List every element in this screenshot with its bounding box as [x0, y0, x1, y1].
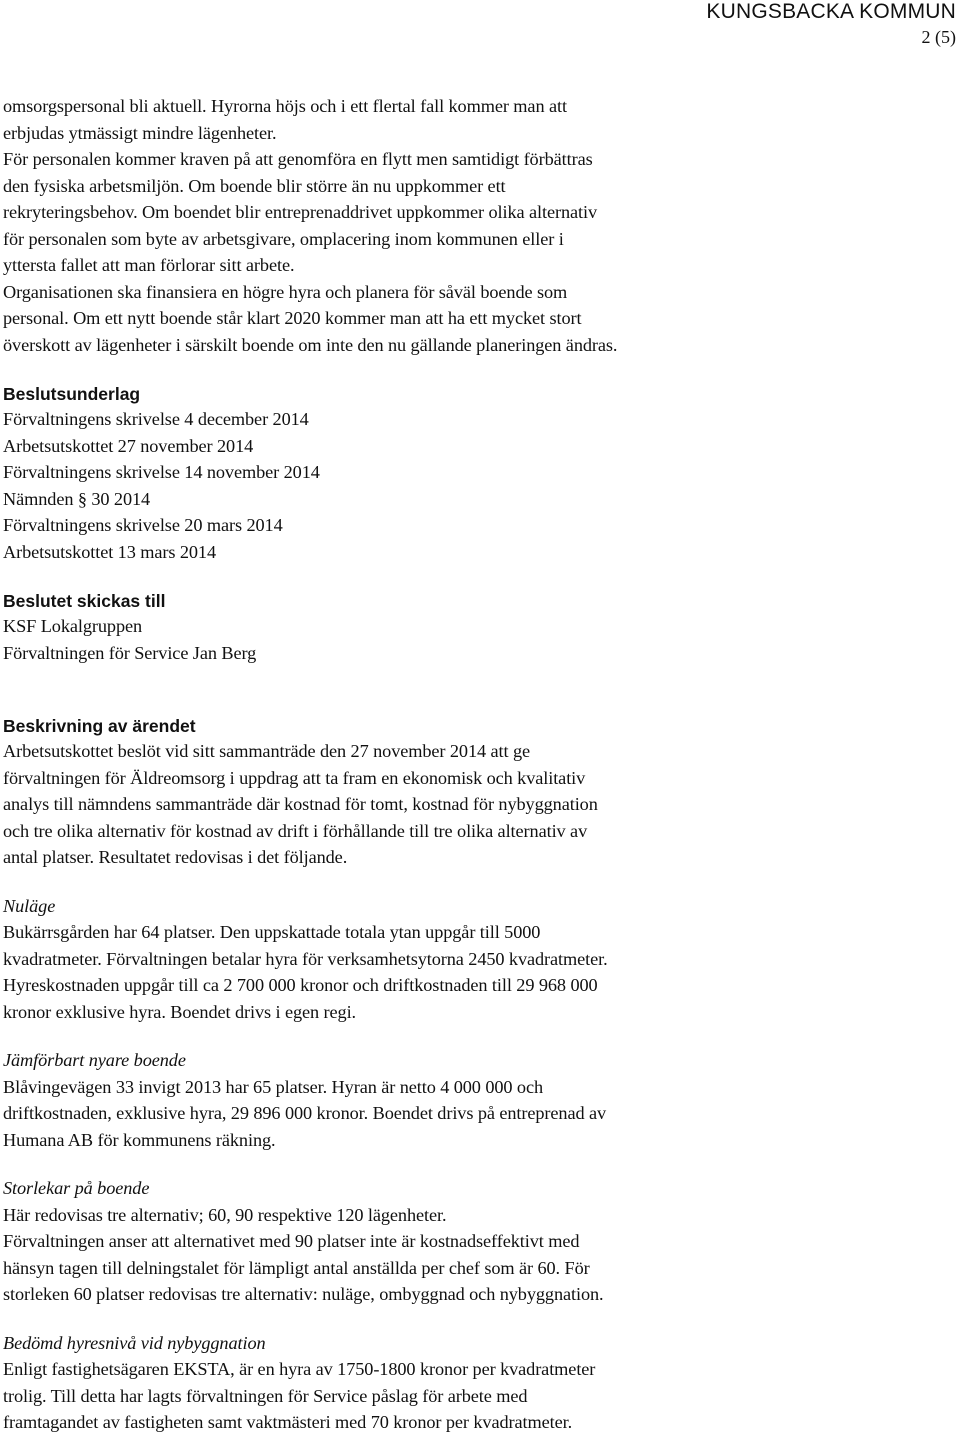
text-line: kronor exklusive hyra. Boendet drivs i egen regi.: [3, 1001, 357, 1022]
beslutsunderlag-heading: Beslutsunderlag: [3, 384, 141, 404]
text-line: framtagandet av fastigheten samt vaktmästeri med 70 kronor per kvadratmeter.: [3, 1412, 573, 1432]
text-line: förvaltningen för Äldreomsorg i uppdrag att ta fram en ekonomisk och kvalitativ: [3, 767, 586, 788]
text-line: Organisationen ska finansiera en högre hyra och planera för såväl boende som: [3, 281, 568, 302]
hyresniva-heading: Bedömd hyresnivå vid nybyggnation: [3, 1332, 266, 1353]
text-line: Humana AB för kommunens räkning.: [3, 1129, 276, 1150]
text-line: Arbetsutskottet beslöt vid sitt sammanträde den 27 november 2014 att ge: [3, 741, 531, 761]
list-item: Arbetsutskottet 13 mars 2014: [3, 541, 216, 562]
list-item: KSF Lokalgruppen: [3, 616, 143, 636]
text-line: antal platser. Resultatet redovisas i det följande.: [3, 847, 348, 867]
page-number: 2 (5): [921, 27, 956, 47]
text-line: Hyreskostnaden uppgår till ca 2 700 000 kronor och driftkostnaden till 29 968 000: [3, 975, 598, 995]
text-line: trolig. Till detta har lagts förvaltningen för Service påslag för arbete med: [3, 1385, 528, 1406]
text-line: omsorgspersonal bli aktuell. Hyrorna höjs och i ett flertal fall kommer man att: [3, 96, 567, 116]
text-line: Blåvingevägen 33 invigt 2013 har 65 platser. Hyran är netto 4 000 000 och: [3, 1076, 544, 1097]
hyresniva-paragraph: [3, 1356, 955, 1436]
text-line: storleken 60 platser redovisas tre alternativ: nuläge, ombyggnad och nybyggnation.: [3, 1284, 604, 1304]
list-item: Förvaltningens skrivelse 14 november 2014: [3, 462, 320, 482]
text-line: för personalen som byte av arbetsgivare, omplacering inom kommunen eller i: [3, 228, 564, 249]
storlekar-paragraph: [3, 1202, 955, 1308]
document-body: [3, 93, 955, 1436]
text-line: Enligt fastighetsägaren EKSTA, är en hyra av 1750-1800 kronor per kvadratmeter: [3, 1359, 596, 1379]
storlekar-heading: Storlekar på boende: [3, 1178, 150, 1198]
text-line: överskott av lägenheter i särskilt boende om inte den nu gällande planeringen ändras.: [3, 334, 618, 355]
text-line: analys till nämndens sammanträde där kostnad för tomt, kostnad för nybyggnation: [3, 794, 598, 814]
text-line: hänsyn tagen till delningstalet för lämpligt antal anställda per chef som är 60. För: [3, 1257, 590, 1278]
nulage-paragraph: [3, 919, 955, 1025]
beskrivning-heading: Beskrivning av ärendet: [3, 716, 196, 736]
list-item: Förvaltningen för Service Jan Berg: [3, 642, 257, 663]
text-line: driftkostnaden, exklusive hyra, 29 896 000 kronor. Boendet drivs på entreprenad av: [3, 1103, 607, 1123]
beslutet-list: [3, 613, 955, 666]
list-item: Nämnden § 30 2014: [3, 488, 151, 509]
text-line: yttersta fallet att man förlorar sitt arbete.: [3, 255, 295, 275]
list-item: Förvaltningens skrivelse 4 december 2014: [3, 409, 309, 429]
organization-name: KUNGSBACKA KOMMUN: [706, 0, 956, 23]
text-line: och tre olika alternativ för kostnad av drift i förhållande till tre olika alternativ av: [3, 820, 588, 841]
text-line: Bukärrsgården har 64 platser. Den uppskattade totala ytan uppgår till 5000: [3, 922, 541, 942]
intro-paragraph: [3, 93, 955, 358]
beskrivning-paragraph: [3, 738, 955, 871]
text-line: rekryteringsbehov. Om boendet blir entreprenaddrivet uppkommer olika alternativ: [3, 202, 597, 222]
text-line: kvadratmeter. Förvaltningen betalar hyra för verksamhetsytorna 2450 kvadratmeter.: [3, 948, 608, 969]
text-line: Förvaltningen anser att alternativet med 90 platser inte är kostnadseffektivt med: [3, 1231, 580, 1251]
beslutet-heading: Beslutet skickas till: [3, 591, 166, 611]
text-line: erbjudas ytmässigt mindre lägenheter.: [3, 122, 277, 143]
text-line: personal. Om ett nytt boende står klart 2020 kommer man att ha ett mycket stort: [3, 308, 582, 328]
text-line: För personalen kommer kraven på att genomföra en flytt men samtidigt förbättras: [3, 149, 593, 169]
beslutsunderlag-list: [3, 406, 955, 565]
text-line: Här redovisas tre alternativ; 60, 90 respektive 120 lägenheter.: [3, 1204, 447, 1225]
nulage-heading: Nuläge: [3, 895, 56, 916]
list-item: Arbetsutskottet 27 november 2014: [3, 435, 254, 456]
text-line: den fysiska arbetsmiljön. Om boende blir större än nu uppkommer ett: [3, 175, 506, 196]
jamforbart-heading: Jämförbart nyare boende: [3, 1050, 186, 1070]
list-item: Förvaltningens skrivelse 20 mars 2014: [3, 515, 283, 535]
jamforbart-paragraph: [3, 1074, 955, 1154]
